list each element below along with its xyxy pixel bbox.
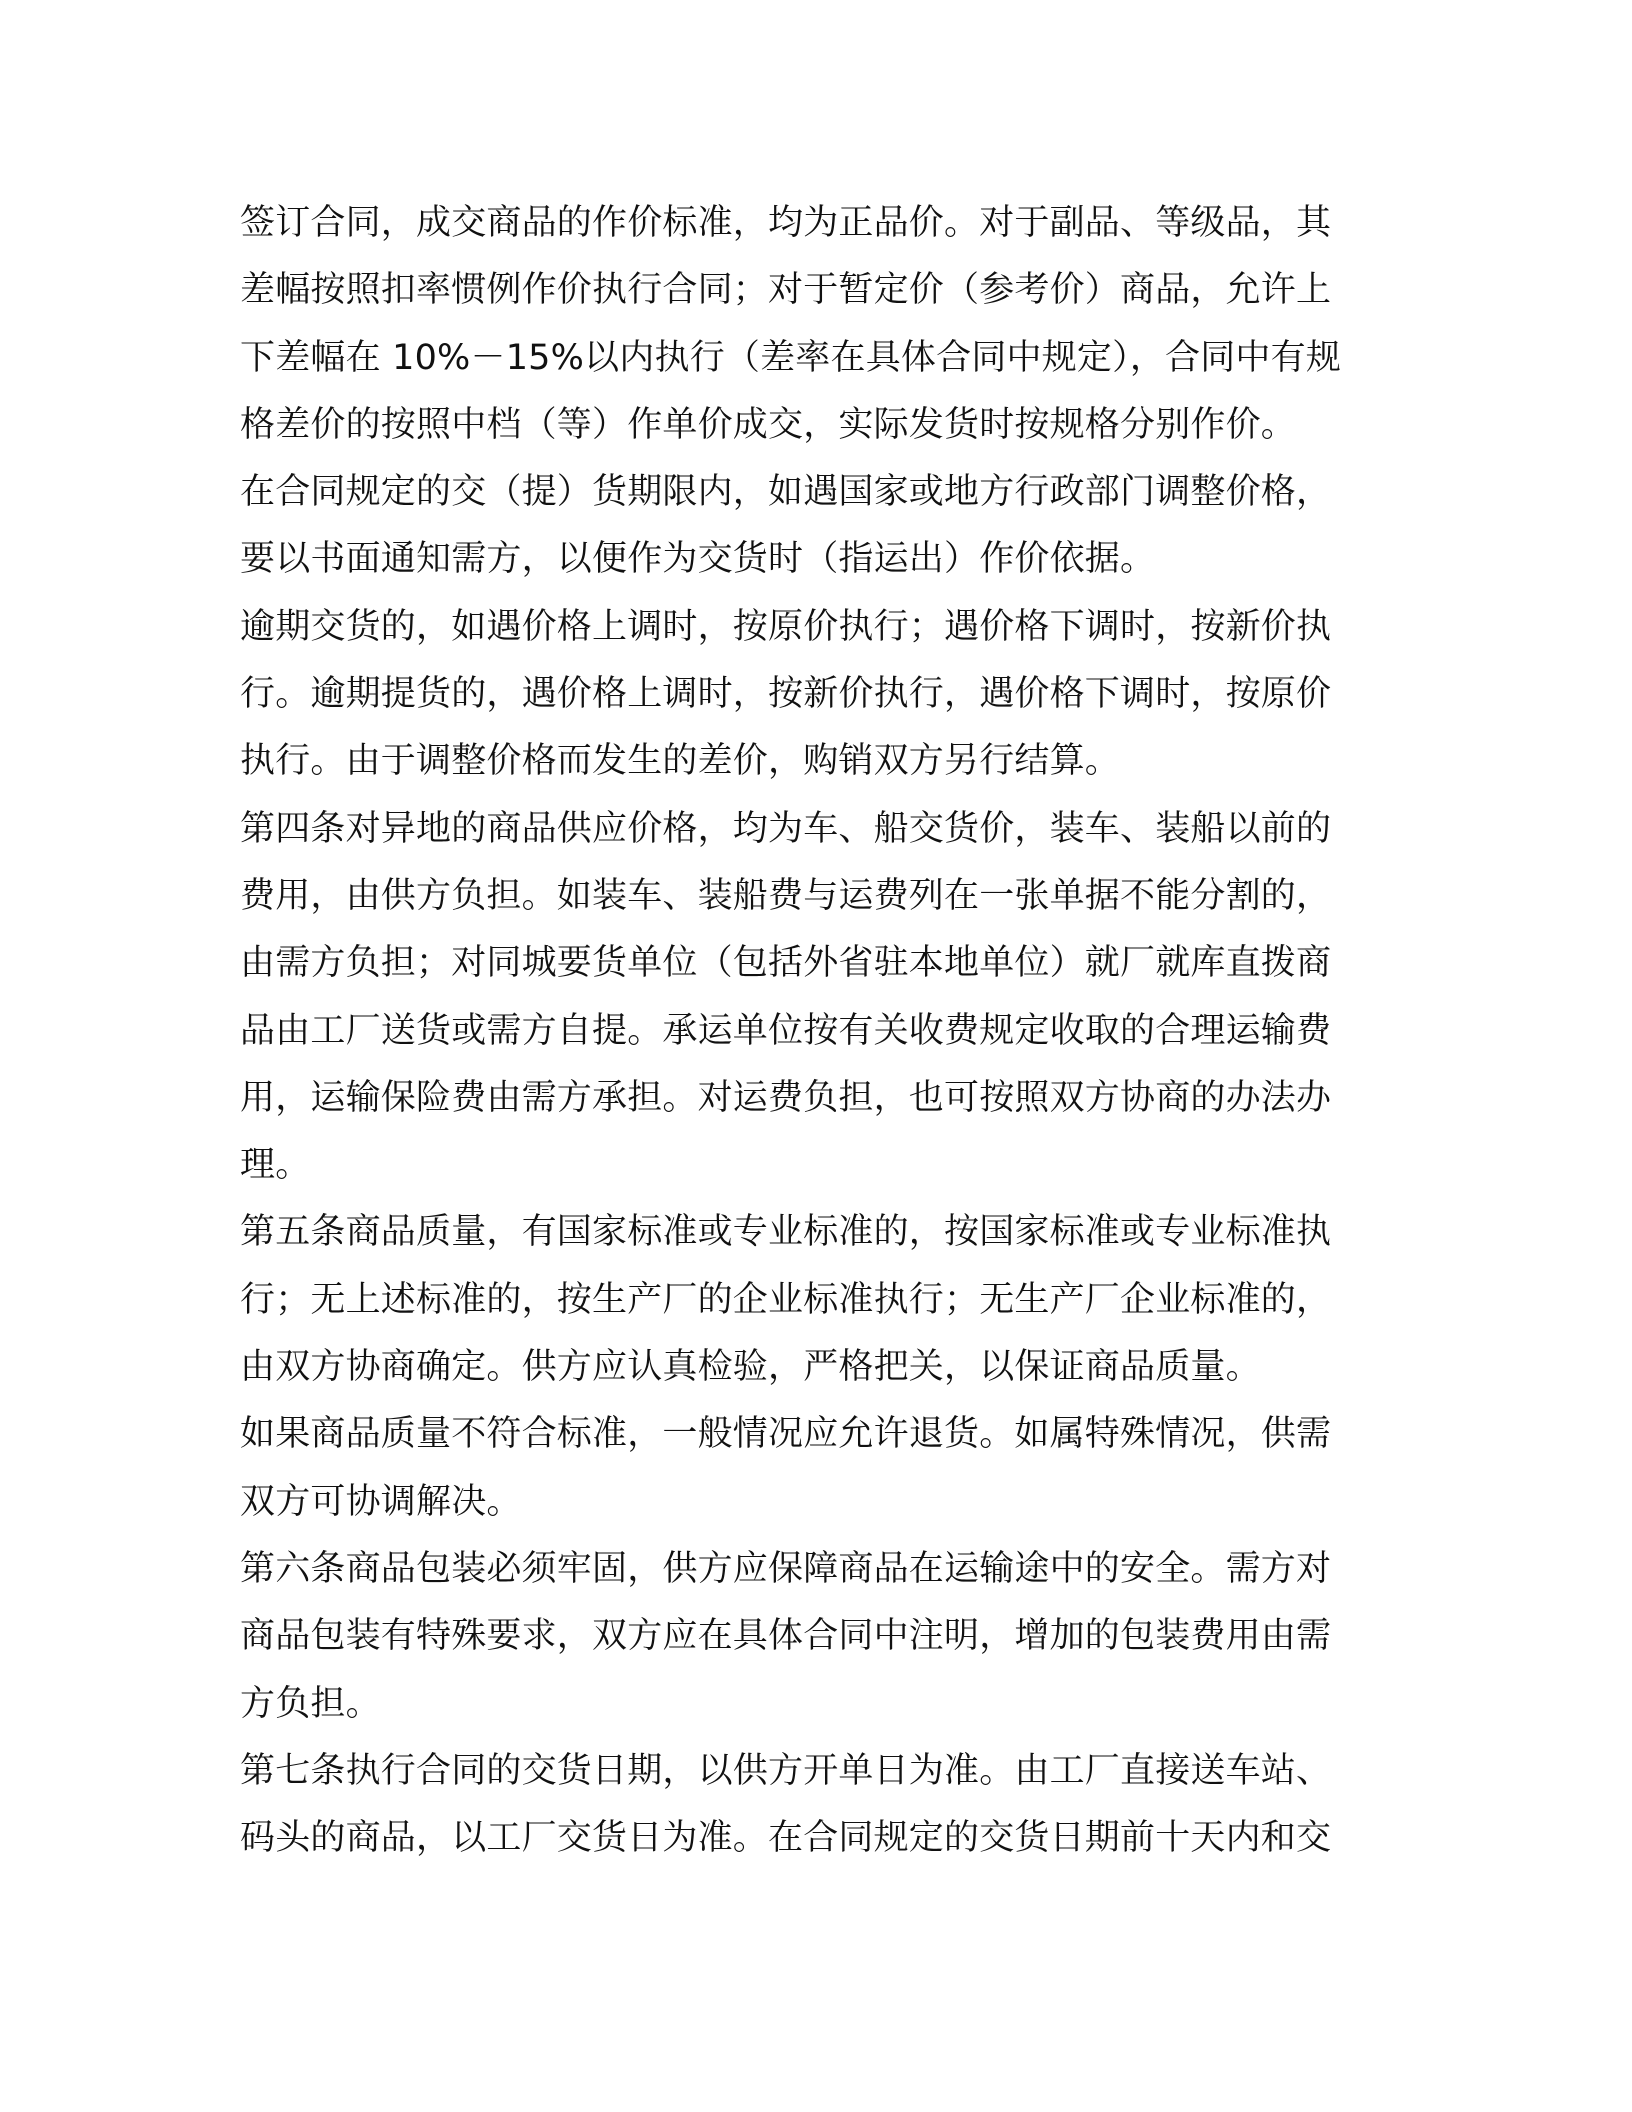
paragraph-price-adjustment <box>240 459 1380 594</box>
text-line: 如果商品质量不符合标准，一般情况应允许退货。如属特殊情况，供需 <box>240 1414 1332 1455</box>
text-line: 下差幅在 10%－15%以内执行（差率在具体合同中规定），合同中有规 <box>240 337 1342 378</box>
paragraph-article-7 <box>240 1738 1380 1873</box>
text-line: 第七条执行合同的交货日期，以供方开单日为准。由工厂直接送车站、 <box>240 1750 1332 1791</box>
text-line: 行。逾期提货的，遇价格上调时，按新价执行，遇价格下调时，按原价 <box>240 674 1332 715</box>
text-line: 格差价的按照中档（等）作单价成交，实际发货时按规格分别作价。 <box>240 404 1297 445</box>
text-line: 理。 <box>240 1145 311 1186</box>
text-line: 费用，由供方负担。如装车、装船费与运费列在一张单据不能分割的， <box>240 875 1332 916</box>
text-line: 由需方负担；对同城要货单位（包括外省驻本地单位）就厂就库直拨商 <box>240 943 1332 984</box>
text-line: 双方可协调解决。 <box>240 1481 522 1522</box>
text-line: 第六条商品包装必须牢固，供方应保障商品在运输途中的安全。需方对 <box>240 1548 1332 1589</box>
text-line: 要以书面通知需方，以便作为交货时（指运出）作价依据。 <box>240 539 1156 580</box>
paragraph-article-6 <box>240 1536 1380 1738</box>
text-line: 用，运输保险费由需方承担。对运费负担，也可按照双方协商的办法办 <box>240 1077 1332 1118</box>
text-line: 在合同规定的交（提）货期限内，如遇国家或地方行政部门调整价格， <box>240 472 1332 513</box>
text-line: 方负担。 <box>240 1683 381 1724</box>
text-line: 行；无上述标准的，按生产厂的企业标准执行；无生产厂企业标准的， <box>240 1279 1332 1320</box>
text-line: 第四条对异地的商品供应价格，均为车、船交货价，装车、装船以前的 <box>240 808 1332 849</box>
text-line: 差幅按照扣率惯例作价执行合同；对于暂定价（参考价）商品，允许上 <box>240 270 1332 311</box>
text-line: 由双方协商确定。供方应认真检验，严格把关，以保证商品质量。 <box>240 1347 1261 1388</box>
text-line: 逾期交货的，如遇价格上调时，按原价执行；遇价格下调时，按新价执 <box>240 606 1332 647</box>
text-line: 执行。由于调整价格而发生的差价，购销双方另行结算。 <box>240 741 1121 782</box>
text-line: 商品包装有特殊要求，双方应在具体合同中注明，增加的包装费用由需 <box>240 1616 1332 1657</box>
paragraph-article-4 <box>240 796 1380 1200</box>
paragraph-article-5 <box>240 1199 1380 1401</box>
paragraph-pricing-standard <box>240 190 1380 459</box>
paragraph-overdue-delivery <box>240 594 1380 796</box>
text-line: 品由工厂送货或需方自提。承运单位按有关收费规定收取的合理运输费 <box>240 1010 1332 1051</box>
text-line: 第五条商品质量，有国家标准或专业标准的，按国家标准或专业标准执 <box>240 1212 1332 1253</box>
text-line: 签订合同，成交商品的作价标准，均为正品价。对于副品、等级品，其 <box>240 203 1332 243</box>
paragraph-quality-return <box>240 1401 1380 1536</box>
text-line: 码头的商品，以工厂交货日为准。在合同规定的交货日期前十天内和交 <box>240 1818 1332 1859</box>
document-body <box>240 190 1380 1872</box>
